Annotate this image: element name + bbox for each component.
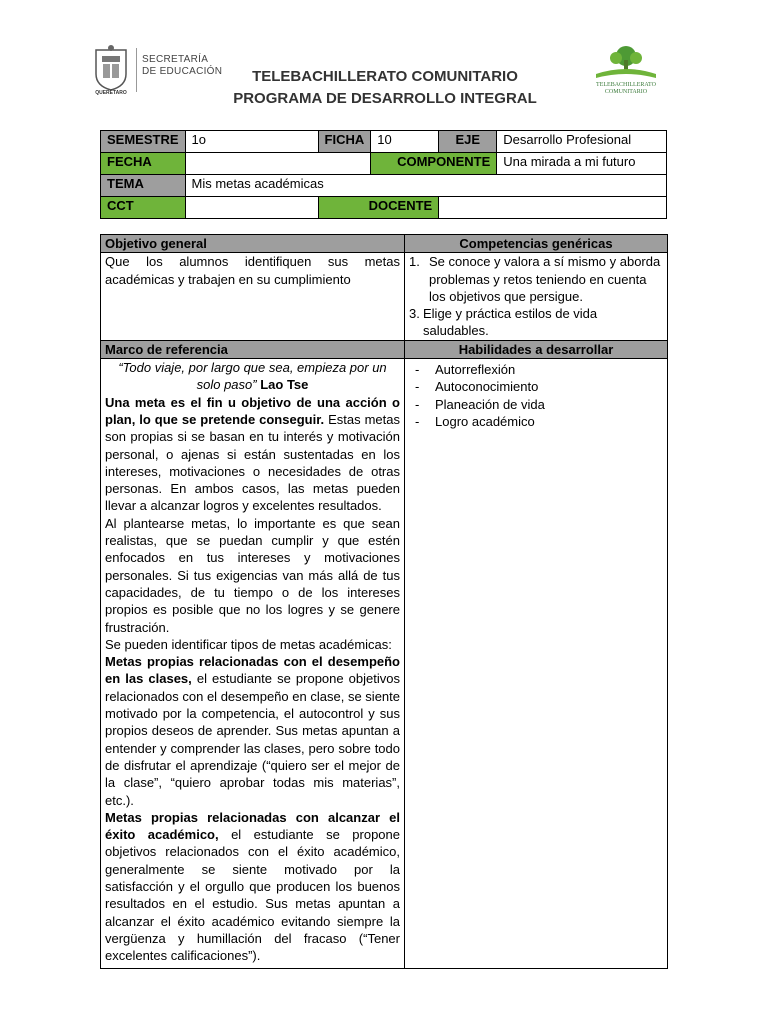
paragraph-5 bbox=[105, 809, 400, 965]
quote bbox=[105, 359, 400, 394]
header-row-objetivo bbox=[101, 235, 668, 253]
habilidad-text: Autoconocimiento bbox=[435, 379, 539, 395]
fecha-label: FECHA bbox=[101, 153, 186, 175]
competencia-text: Se conoce y valora a sí mismo y aborda problemas y retos teniendo en cuenta los objetivos que persigue. bbox=[429, 254, 661, 304]
marco-row bbox=[101, 359, 668, 969]
docente-value bbox=[439, 197, 667, 219]
competencia-number: 1. bbox=[409, 254, 420, 270]
seal-caption: QUERÉTARO bbox=[95, 90, 127, 96]
quote-text: “Todo viaje, por largo que sea, empieza por un solo paso” bbox=[118, 360, 387, 393]
brand-line2: COMUNITARIO bbox=[604, 89, 648, 95]
componente-label: COMPONENTE bbox=[371, 153, 497, 175]
eje-value: Desarrollo Profesional bbox=[497, 131, 667, 153]
header-row-marco bbox=[101, 340, 668, 358]
info-row-tema bbox=[101, 175, 667, 197]
tema-value: Mis metas académicas bbox=[185, 175, 666, 197]
habilidad-text: Logro académico bbox=[435, 413, 535, 429]
brand-text bbox=[590, 82, 662, 96]
ficha-label: FICHA bbox=[318, 131, 371, 153]
title-telebachillerato: TELEBACHILLERATO COMUNITARIO bbox=[252, 68, 518, 85]
paragraph-4 bbox=[105, 653, 400, 809]
objetivo-row bbox=[101, 253, 668, 340]
habilidades-header: Habilidades a desarrollar bbox=[405, 340, 668, 358]
paragraph-2: Al plantearse metas, lo importante es que sean realistas, que se puedan cumplir y que estén enfocados en tus intereses y motivaciones personales. Si tus exigencias van más allá de tus capacidades, de tu tiempo o de los intereses propios es posible que no los logres y se genere frustración. bbox=[105, 515, 400, 635]
tema-label: TEMA bbox=[101, 175, 186, 197]
main-table bbox=[100, 234, 668, 969]
document-header bbox=[0, 0, 768, 120]
habilidad-item: - Planeación de vida bbox=[415, 396, 545, 412]
habilidad-item: - Autoconocimiento bbox=[415, 379, 539, 395]
paragraph-5-bold: Metas propias relacionadas con alcanzar el éxito académico, bbox=[105, 809, 400, 843]
componente-value: Una mirada a mi futuro bbox=[497, 153, 667, 175]
habilidad-item: - Logro académico bbox=[415, 413, 535, 429]
objetivo-text: Que los alumnos identifiquen sus metas académicas y trabajen en su cumplimiento bbox=[101, 253, 405, 340]
title-programa: PROGRAMA DE DESARROLLO INTEGRAL bbox=[233, 90, 537, 107]
paragraph-5-text: el estudiante se propone objetivos relacionados con el éxito académico, generalmente se siente motivado por la satisfacción y el orgullo que producen los buenos resultados en el estudio. Sus metas apuntan a alcanzar el éxito académico evitando siempre la vergüenza y humillación del fracaso (“Tener excelentes calificaciones”). bbox=[105, 827, 400, 964]
habilidades-list bbox=[405, 359, 668, 969]
info-table bbox=[100, 130, 667, 219]
info-row-fecha bbox=[101, 153, 667, 175]
objetivo-header: Objetivo general bbox=[101, 235, 405, 253]
habilidad-item: - Autorreflexión bbox=[415, 362, 516, 378]
competencia-text: Elige y práctica estilos de vida saludables. bbox=[423, 306, 598, 339]
logo-divider bbox=[136, 48, 137, 92]
competencia-item bbox=[409, 305, 663, 340]
competencias-list bbox=[405, 253, 668, 340]
habilidad-text: Autorreflexión bbox=[435, 362, 516, 378]
brand-line1: TELEBACHILLERATO bbox=[596, 82, 656, 88]
docente-label: DOCENTE bbox=[318, 197, 439, 219]
eje-label: EJE bbox=[439, 131, 497, 153]
semestre-label: SEMESTRE bbox=[101, 131, 186, 153]
fecha-value bbox=[185, 153, 371, 175]
paragraph-1-bold: Una meta es el fin u objetivo de una acción o plan, lo que se pretende conseguir. bbox=[105, 394, 400, 427]
document-titles bbox=[200, 66, 570, 110]
paragraph-1-text: Estas metas son propias si se basan en tu interés y motivación personal, o ajenas si están sustentadas en los intereses, motivaciones o necesidades de otras personas. En ambos casos, las metas pueden llevar a alcanzar logros y excelentes resultados. bbox=[105, 411, 400, 514]
cct-label: CCT bbox=[101, 197, 186, 219]
competencias-header: Competencias genéricas bbox=[405, 235, 668, 253]
competencia-number: 3. bbox=[409, 306, 420, 322]
quote-author: Lao Tse bbox=[260, 377, 309, 393]
telebachillerato-logo bbox=[590, 44, 662, 96]
habilidad-text: Planeación de vida bbox=[435, 396, 545, 412]
competencia-item bbox=[409, 253, 663, 305]
info-row-cct bbox=[101, 197, 667, 219]
paragraph-3: Se pueden identificar tipos de metas académicas: bbox=[105, 636, 392, 652]
paragraph-1 bbox=[105, 394, 400, 515]
paragraph-4-text: el estudiante se propone objetivos relacionados con el desempeño en clase, se siente motivado por la competencia, el autocontrol y sus propios deseos de aprender. Sus metas apuntan a entender y comprender las clases, pero sobre todo de disfrutar el aprendizaje (“quiero ser el mejor de la clase”, “quiero aprobar todas mis materias”, etc.). bbox=[105, 671, 400, 808]
secretaria-line1: SECRETARÍA bbox=[142, 54, 209, 65]
queretaro-seal-icon bbox=[88, 44, 134, 100]
ficha-value: 10 bbox=[371, 131, 439, 153]
info-row-semestre bbox=[101, 131, 667, 153]
cct-value bbox=[185, 197, 318, 219]
tree-book-icon bbox=[590, 44, 662, 82]
marco-header: Marco de referencia bbox=[101, 340, 405, 358]
secretaria-line2: DE EDUCACIÓN bbox=[142, 66, 223, 77]
semestre-value: 1o bbox=[185, 131, 318, 153]
paragraph-4-bold: Metas propias relacionadas con el desempeño en las clases, bbox=[105, 654, 400, 687]
marco-content bbox=[101, 359, 405, 969]
